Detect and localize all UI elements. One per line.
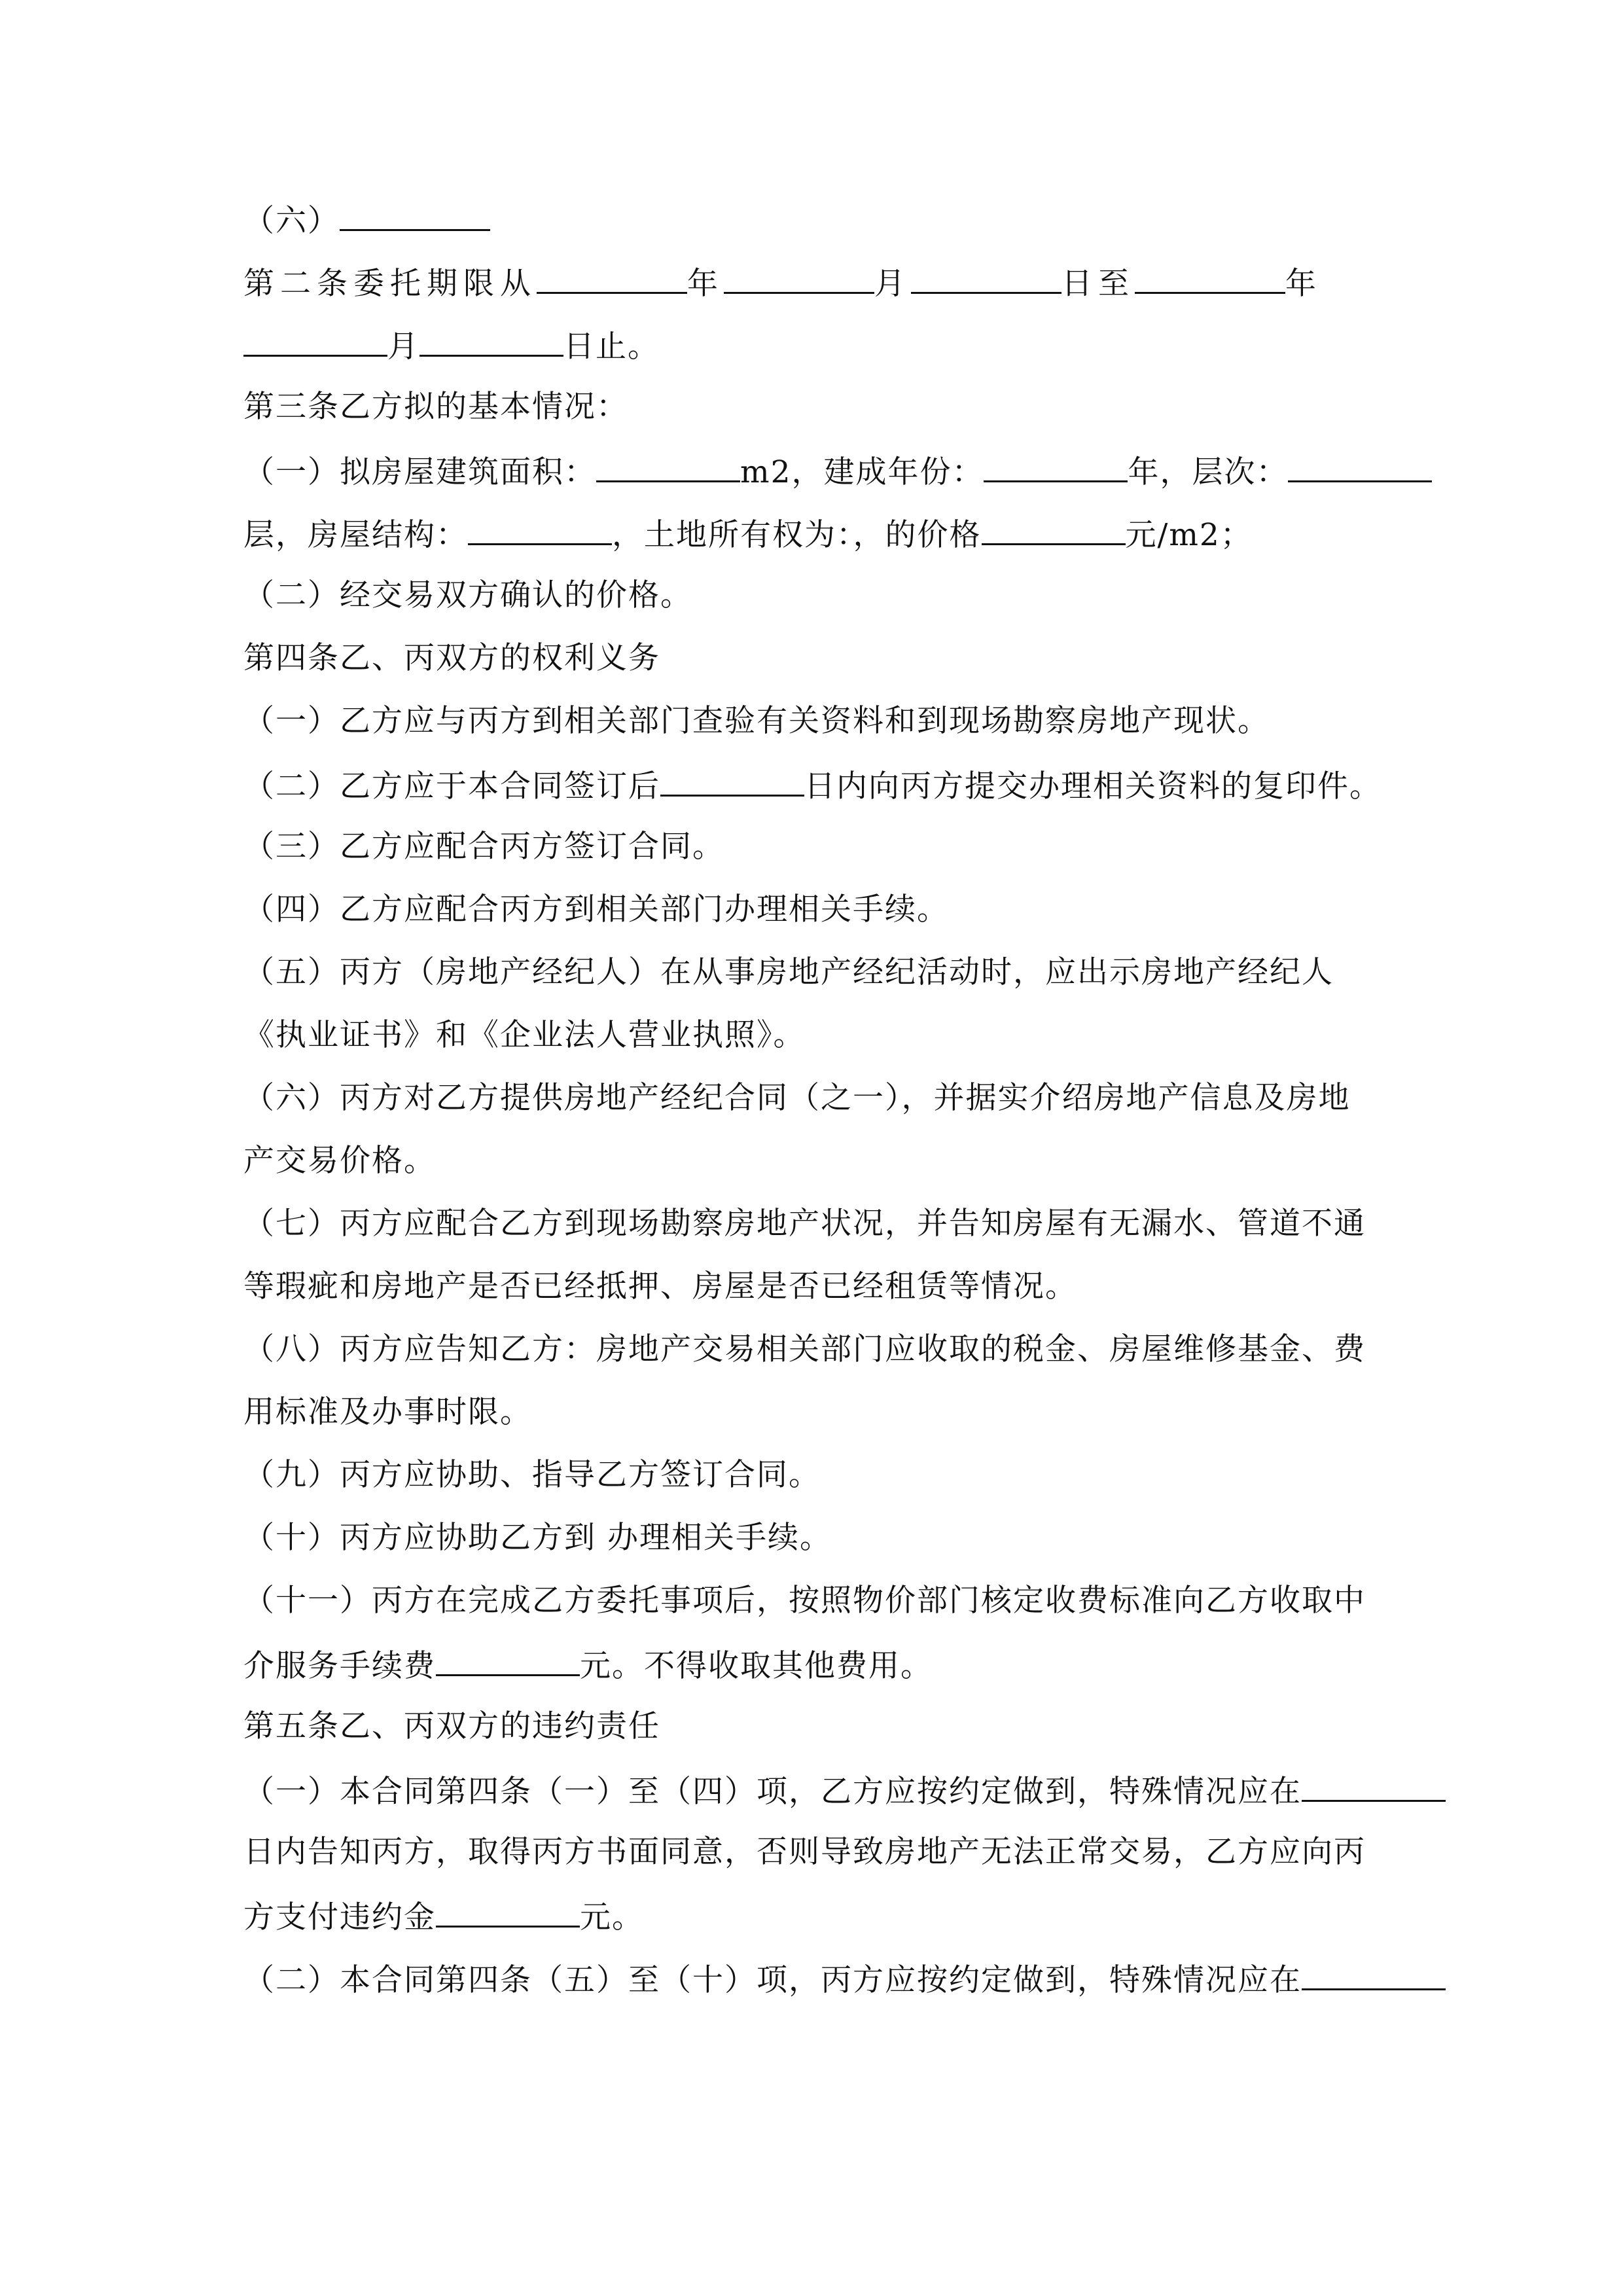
blank-year-end: [1135, 266, 1285, 294]
line-7: （二）经交易双方确认的价格。: [243, 577, 692, 613]
blank-field: [340, 203, 490, 231]
line-15: （六）丙方对乙方提供房地产经纪合同（之一），并据实介绍房地产信息及房地: [243, 1080, 1351, 1116]
blank-day: [911, 266, 1061, 294]
blank-day-end: [419, 329, 563, 357]
line-20: 用标准及办事时限。: [243, 1394, 532, 1430]
blank-structure: [468, 517, 612, 545]
line-23: （十一）丙方在完成乙方委托事项后，按照物价部门核定收费标准向乙方收取中: [243, 1583, 1366, 1619]
line-25: 第五条乙、丙双方的违约责任: [243, 1708, 660, 1744]
line-21: （九）丙方应协助、指导乙方签订合同。: [243, 1457, 821, 1493]
blank-penalty: [436, 1899, 580, 1928]
blank-price: [982, 517, 1126, 545]
line-12: （四）乙方应配合丙方到相关部门办理相关手续。: [243, 891, 949, 927]
line-8: 第四条乙、丙双方的权利义务: [243, 640, 660, 676]
line-13: （五）丙方（房地产经纪人）在从事房地产经纪活动时，应出示房地产经纪人: [243, 954, 1334, 990]
blank-month-end: [243, 329, 387, 357]
line-1: （六）: [243, 203, 1380, 266]
blank-area: [596, 454, 740, 482]
line-14: 《执业证书》和《企业法人营业执照》。: [243, 1017, 806, 1053]
blank-fee: [436, 1648, 580, 1676]
line-29: （二）本合同第四条（五）至（十）项，丙方应按约定做到，特殊情况应在: [243, 1962, 1380, 2025]
line-6: 层，房屋结构： ，土地所有权为：，的价格 元/m2；: [243, 517, 1253, 553]
line-27: 日内告知丙方，取得丙方书面同意，否则导致房地产无法正常交易，乙方应向丙: [243, 1834, 1366, 1870]
line-18: 等瑕疵和房地产是否已经抵押、房屋是否已经租赁等情况。: [243, 1268, 1077, 1304]
blank-notice-days-2: [1302, 1962, 1446, 1990]
blank-days: [660, 768, 804, 797]
line-4: 第三条乙方拟的基本情况：: [243, 389, 628, 425]
blank-build-year: [984, 454, 1128, 482]
line-22: （十）丙方应协助乙方到 办理相关手续。: [243, 1520, 832, 1556]
blank-month: [724, 266, 874, 294]
blank-notice-days: [1302, 1774, 1446, 1802]
line-2: 第二条委托期限从 年 月 日至 年: [243, 266, 1322, 302]
blank-floor: [1288, 454, 1432, 482]
line-19: （八）丙方应告知乙方：房地产交易相关部门应收取的税金、房屋维修基金、费: [243, 1331, 1366, 1367]
line-26: （一）本合同第四条（一）至（四）项，乙方应按约定做到，特殊情况应在: [243, 1774, 1380, 1837]
line-28: 方支付违约金 元。: [243, 1899, 644, 1935]
line-5: （一）拟房屋建筑面积： m2，建成年份： 年，层次：: [243, 454, 1380, 517]
line-11: （三）乙方应配合丙方签订合同。: [243, 829, 724, 865]
line-16: 产交易价格。: [243, 1143, 436, 1179]
blank-year: [537, 266, 687, 294]
line-10: （二）乙方应于本合同签订后 日内向丙方提交办理相关资料的复印件。: [243, 768, 1382, 804]
line-17: （七）丙方应配合乙方到现场勘察房地产状况，并告知房屋有无漏水、管道不通: [243, 1206, 1366, 1242]
line-9: （一）乙方应与丙方到相关部门查验有关资料和到现场勘察房地产现状。: [243, 703, 1270, 739]
line-24: 介服务手续费 元。不得收取其他费用。: [243, 1648, 933, 1684]
line-3: 月 日止。: [243, 329, 1380, 391]
